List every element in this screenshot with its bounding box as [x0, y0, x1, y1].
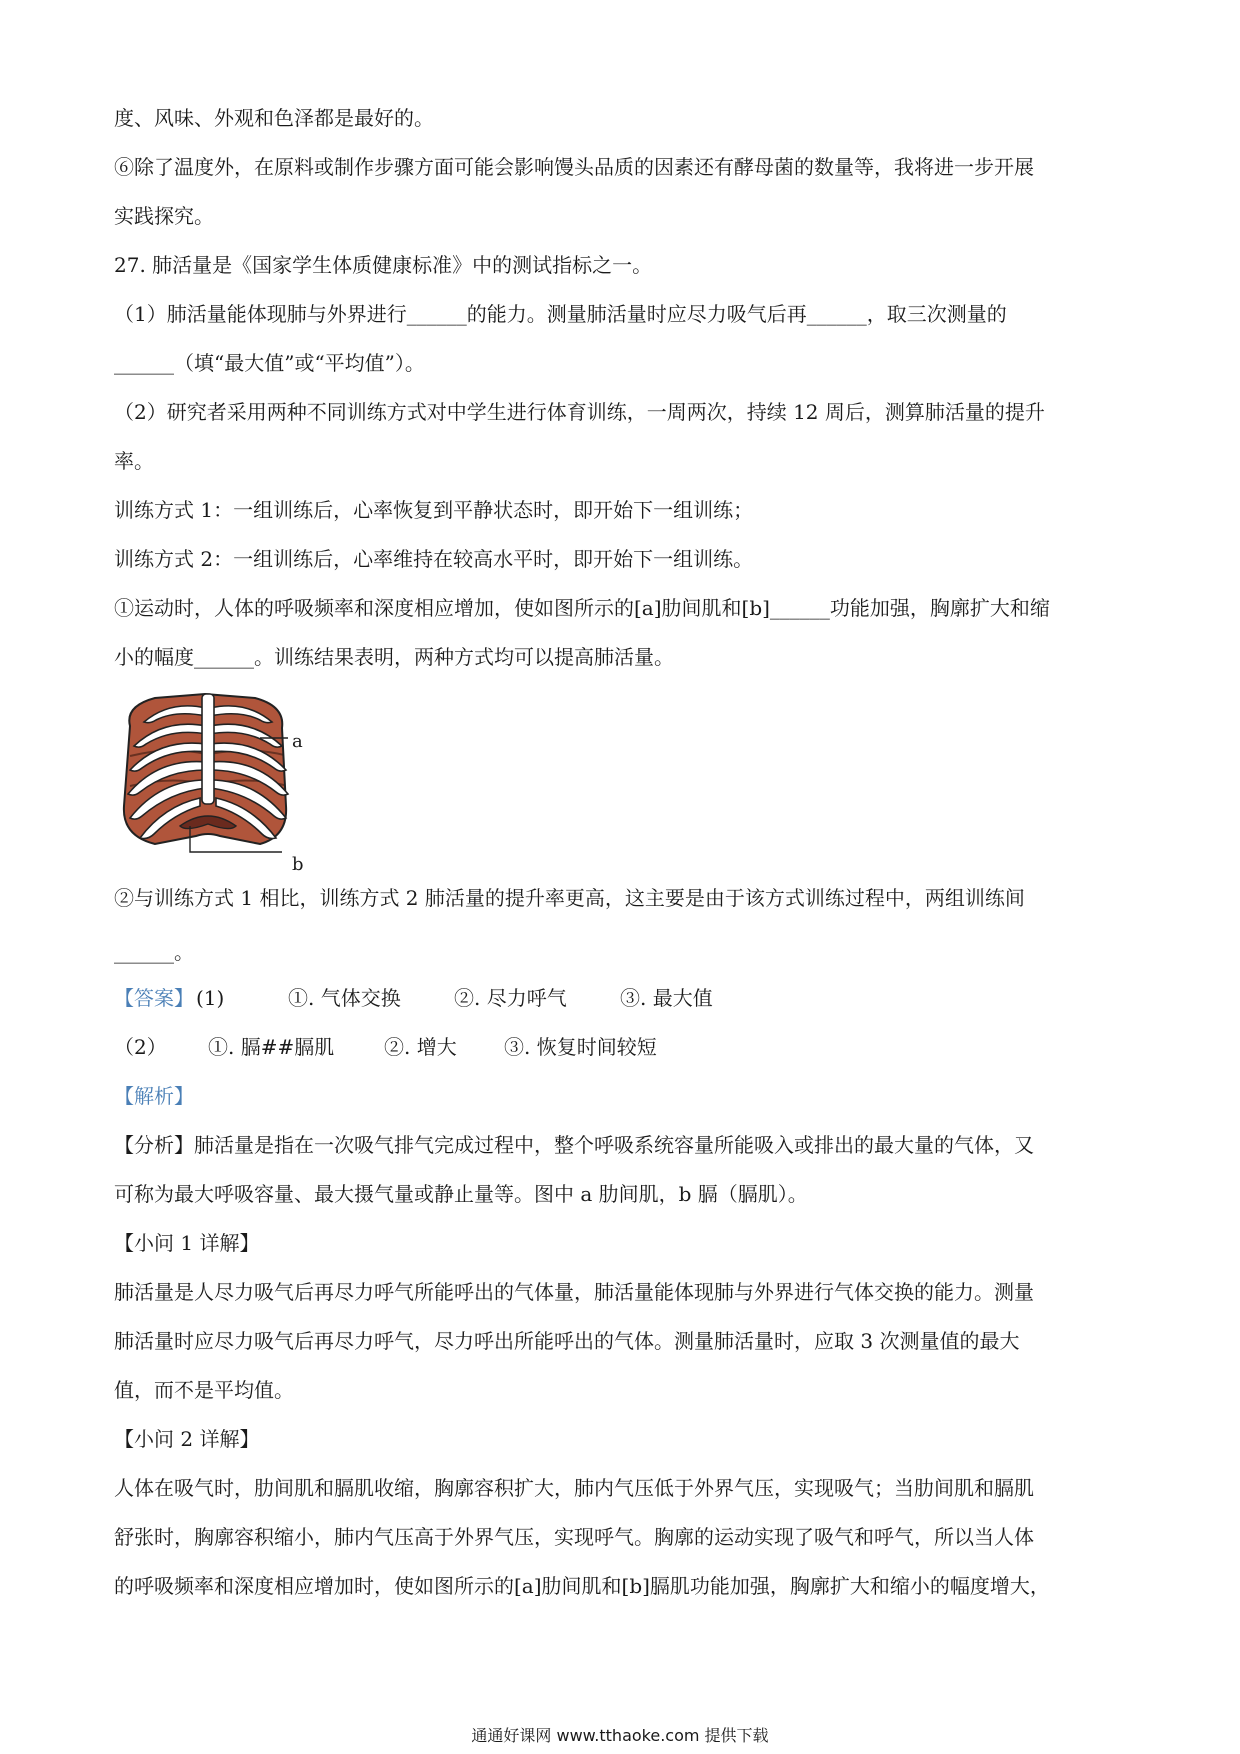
text-line: ①运动时，人体的呼吸频率和深度相应增加，使如图所示的[a]肋间肌和[b]______功能加强，胸廓扩大和缩	[114, 596, 1050, 620]
answer-label: 【答案】	[114, 986, 194, 1010]
answer-row2-item: ③. 恢复时间较短	[504, 1035, 657, 1059]
figure-label-b: b	[292, 854, 304, 875]
answer-row1-item: ①. 气体交换	[288, 986, 401, 1010]
page-footer: 通通好课网 www.tthaoke.com 提供下载	[471, 1726, 769, 1745]
answer-row2-item: ①. 膈##膈肌	[208, 1035, 335, 1059]
text-line: （1）肺活量能体现肺与外界进行______的能力。测量肺活量时应尽力吸气后再______，取三次测量的	[114, 302, 1007, 326]
answer-row1-item: ③. 最大值	[620, 986, 713, 1010]
analysis-line: 值，而不是平均值。	[114, 1378, 294, 1402]
text-line: ______（填“最大值”或“平均值”）。	[114, 351, 425, 375]
analysis-label: 【解析】	[114, 1084, 194, 1108]
analysis-line: 可称为最大呼吸容量、最大摄气量或静止量等。图中 a 肋间肌，b 膈（膈肌）。	[114, 1182, 808, 1206]
text-line: ⑥除了温度外，在原料或制作步骤方面可能会影响馒头品质的因素还有酵母菌的数量等，我将进一步开展	[114, 155, 1034, 179]
rib-cage-diagram	[110, 686, 310, 866]
analysis-line: 人体在吸气时，肋间肌和膈肌收缩，胸廓容积扩大，肺内气压低于外界气压，实现吸气；当肋间肌和膈肌	[114, 1476, 1034, 1500]
text-line: ②与训练方式 1 相比，训练方式 2 肺活量的提升率更高，这主要是由于该方式训练过程中，两组训练间	[114, 886, 1025, 910]
text-line: 训练方式 2：一组训练后，心率维持在较高水平时，即开始下一组训练。	[114, 547, 754, 571]
sternum	[202, 694, 214, 804]
figure-label-a: a	[292, 731, 303, 752]
text-line: 训练方式 1：一组训练后，心率恢复到平静状态时，即开始下一组训练；	[114, 498, 754, 522]
text-line: （2）研究者采用两种不同训练方式对中学生进行体育训练，一周两次，持续 12 周后，测算肺活量的提升	[114, 400, 1045, 424]
analysis-line: 肺活量是人尽力吸气后再尽力呼气所能呼出的气体量，肺活量能体现肺与外界进行气体交换的能力。测量	[114, 1280, 1034, 1304]
answer-row2-item: ②. 增大	[384, 1035, 457, 1059]
text-line: ______。	[114, 940, 194, 964]
analysis-subheading: 【小问 2 详解】	[114, 1427, 260, 1451]
answer-row1-prefix: (1)	[196, 986, 225, 1010]
analysis-line: 舒张时，胸廓容积缩小，肺内气压高于外界气压，实现呼气。胸廓的运动实现了吸气和呼气，所以当人体	[114, 1525, 1034, 1549]
answer-row2-prefix: （2）	[114, 1035, 167, 1059]
question-title: 27. 肺活量是《国家学生体质健康标准》中的测试指标之一。	[114, 253, 653, 277]
analysis-line: 肺活量时应尽力吸气后再尽力呼气，尽力呼出所能呼出的气体。测量肺活量时，应取 3 次测量值的最大	[114, 1329, 1020, 1353]
analysis-subheading: 【小问 1 详解】	[114, 1231, 260, 1255]
text-line: 小的幅度______。训练结果表明，两种方式均可以提高肺活量。	[114, 645, 674, 669]
text-line: 率。	[114, 449, 154, 473]
analysis-line: 的呼吸频率和深度相应增加时，使如图所示的[a]肋间肌和[b]膈肌功能加强，胸廓扩大和缩小的幅度增大，	[114, 1574, 1050, 1598]
text-line: 度、风味、外观和色泽都是最好的。	[114, 106, 434, 130]
text-line: 实践探究。	[114, 204, 214, 228]
answer-row1-item: ②. 尽力呼气	[454, 986, 567, 1010]
analysis-line: 【分析】肺活量是指在一次吸气排气完成过程中，整个呼吸系统容量所能吸入或排出的最大量的气体，又	[114, 1133, 1034, 1157]
